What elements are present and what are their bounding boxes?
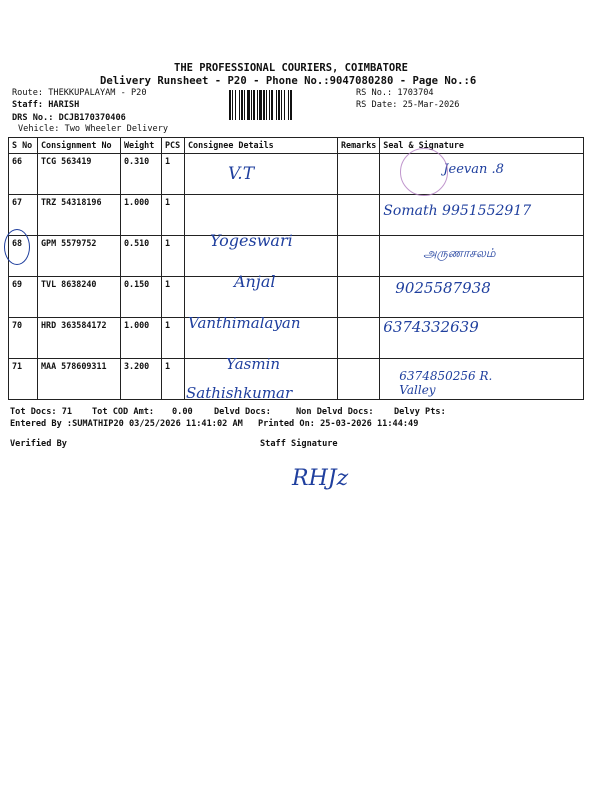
staff-label: Staff: HARISH bbox=[12, 100, 80, 110]
barcode-bar bbox=[292, 90, 293, 120]
handwritten-signature: 9025587938 bbox=[395, 279, 491, 297]
handwritten-signature: 6374850256 R. Valley bbox=[399, 369, 493, 397]
cell-weight: 3.200 bbox=[121, 359, 162, 400]
cell-consignment: TRZ 54318196 bbox=[38, 195, 121, 236]
cell-consignee bbox=[185, 195, 338, 236]
cell-pcs: 1 bbox=[162, 154, 185, 195]
cell-remarks bbox=[338, 359, 380, 400]
cell-consignment: HRD 363584172 bbox=[38, 318, 121, 359]
delivered-docs: Delvd Docs: bbox=[214, 407, 271, 417]
cell-pcs: 1 bbox=[162, 277, 185, 318]
total-cod-label: Tot COD Amt: bbox=[92, 407, 155, 417]
cell-pcs: 1 bbox=[162, 195, 185, 236]
col-sno: S No bbox=[9, 138, 38, 154]
cell-remarks bbox=[338, 195, 380, 236]
entered-by: Entered By :SUMATHIP20 03/25/2026 11:41:02 AM bbox=[10, 419, 243, 429]
delivery-points: Delvy Pts: bbox=[394, 407, 446, 417]
handwritten-consignee: V.T bbox=[228, 164, 255, 184]
col-consignment: Consignment No bbox=[38, 138, 121, 154]
printed-on: Printed On: 25-03-2026 11:44:49 bbox=[258, 419, 419, 429]
cell-signature bbox=[380, 359, 584, 400]
cell-remarks bbox=[338, 277, 380, 318]
rs-date: RS Date: 25-Mar-2026 bbox=[356, 100, 460, 110]
staff-signature-scrawl: RHJz bbox=[292, 466, 349, 491]
cell-weight: 1.000 bbox=[121, 195, 162, 236]
cell-sno: 68 bbox=[9, 236, 38, 277]
cell-signature bbox=[380, 195, 584, 236]
handwritten-signature: Somath 9951552917 bbox=[383, 203, 532, 219]
col-remarks: Remarks bbox=[338, 138, 380, 154]
cell-signature bbox=[380, 236, 584, 277]
handwritten-consignee: Yasmin bbox=[226, 355, 281, 373]
route-label: Route: THEKKUPALAYAM - P20 bbox=[12, 88, 147, 98]
cell-weight: 0.310 bbox=[121, 154, 162, 195]
runsheet-subtitle: Delivery Runsheet - P20 - Phone No.:9047080280 - Page No.:6 bbox=[100, 75, 477, 87]
cell-sno: 71 bbox=[9, 359, 38, 400]
cell-weight: 0.150 bbox=[121, 277, 162, 318]
table-row bbox=[9, 154, 584, 195]
cell-remarks bbox=[338, 154, 380, 195]
cell-pcs: 1 bbox=[162, 359, 185, 400]
non-delivered-docs: Non Delvd Docs: bbox=[296, 407, 374, 417]
cell-sno: 66 bbox=[9, 154, 38, 195]
runsheet-table bbox=[8, 137, 584, 400]
handwritten-signature: Jeevan .8 bbox=[443, 162, 504, 177]
cell-consignee bbox=[185, 314, 338, 359]
cell-consignee bbox=[185, 272, 338, 318]
cell-weight: 1.000 bbox=[121, 318, 162, 359]
table-row bbox=[9, 318, 584, 359]
cell-signature bbox=[380, 318, 584, 359]
col-consignee: Consignee Details bbox=[185, 138, 338, 154]
cell-consignment: TCG 563419 bbox=[38, 154, 121, 195]
table-row bbox=[9, 359, 584, 400]
col-signature: Seal & Signature bbox=[380, 138, 584, 154]
cell-sno: 69 bbox=[9, 277, 38, 318]
cell-consignment: TVL 8638240 bbox=[38, 277, 121, 318]
barcode bbox=[229, 90, 353, 120]
total-docs: Tot Docs: 71 bbox=[10, 407, 73, 417]
verified-by: Verified By bbox=[10, 439, 67, 449]
total-cod-value: 0.00 bbox=[172, 407, 193, 417]
col-pcs: PCS bbox=[162, 138, 185, 154]
handwritten-consignee: Vanthimalayan bbox=[188, 314, 301, 332]
cell-sno: 67 bbox=[9, 195, 38, 236]
handwritten-consignee: Yogeswari bbox=[210, 231, 293, 250]
cell-pcs: 1 bbox=[162, 318, 185, 359]
seal-stamp bbox=[400, 148, 448, 196]
hand-drawn-circle bbox=[4, 229, 30, 265]
company-title: THE PROFESSIONAL COURIERS, COIMBATORE bbox=[174, 62, 408, 74]
table-row bbox=[9, 195, 584, 236]
handwritten-consignee: Anjal bbox=[234, 272, 276, 291]
handwritten-extra-name: Sathishkumar bbox=[186, 384, 293, 402]
staff-signature-label: Staff Signature bbox=[260, 439, 338, 449]
vehicle-label: Vehicle: Two Wheeler Delivery bbox=[18, 124, 169, 134]
rs-number: RS No.: 1703704 bbox=[356, 88, 434, 98]
table-header-row bbox=[9, 138, 584, 154]
table-row bbox=[9, 277, 584, 318]
cell-consignee bbox=[185, 231, 338, 277]
cell-consignment: MAA 578609311 bbox=[38, 359, 121, 400]
cell-consignment: GPM 5579752 bbox=[38, 236, 121, 277]
col-weight: Weight bbox=[121, 138, 162, 154]
cell-remarks bbox=[338, 318, 380, 359]
cell-remarks bbox=[338, 236, 380, 277]
handwritten-signature: அருணாசலம் bbox=[423, 246, 496, 260]
table-row bbox=[9, 236, 584, 277]
handwritten-signature: 6374332639 bbox=[383, 318, 479, 336]
cell-sno: 70 bbox=[9, 318, 38, 359]
cell-pcs: 1 bbox=[162, 236, 185, 277]
cell-signature bbox=[380, 277, 584, 318]
drs-number: DRS No.: DCJB170370406 bbox=[12, 113, 126, 123]
cell-weight: 0.510 bbox=[121, 236, 162, 277]
cell-consignee bbox=[185, 154, 338, 195]
